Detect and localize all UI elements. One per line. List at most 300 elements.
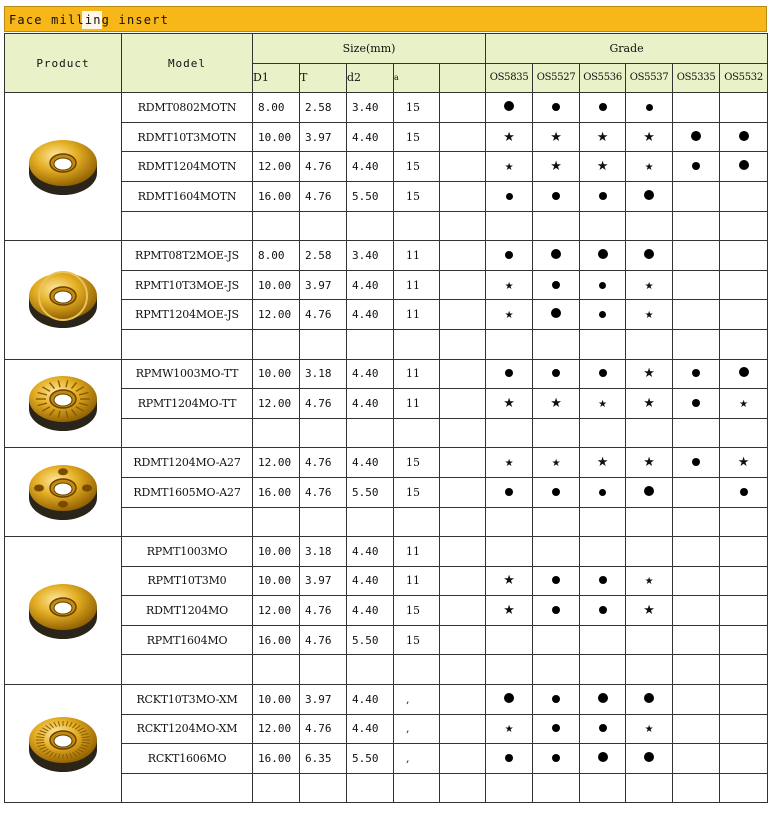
- model-cell: [122, 418, 253, 448]
- star-icon: ★: [504, 280, 514, 292]
- model-cell: RPMT10T3M0: [122, 566, 253, 596]
- d2-cell: 3.40: [347, 241, 394, 271]
- blank-cell: [440, 773, 486, 803]
- t-cell: 3.97: [300, 566, 347, 596]
- product-image: [5, 448, 122, 537]
- dot-icon: [552, 754, 560, 762]
- dot-icon: [644, 752, 654, 762]
- grade-cell: [580, 744, 626, 774]
- t-cell: 4.76: [300, 448, 347, 478]
- grade-cell: [720, 625, 768, 655]
- grade-cell: [626, 625, 673, 655]
- dot-icon: [739, 131, 749, 141]
- grade-cell: [626, 181, 673, 211]
- d2-cell: 4.40: [347, 596, 394, 626]
- grade-cell: [486, 507, 533, 537]
- table-row: [5, 359, 768, 389]
- round-insert-four-lobe-icon: [5, 462, 121, 522]
- grade-cell: [580, 389, 626, 419]
- model-cell: [122, 507, 253, 537]
- d1-cell: 12.00: [253, 152, 300, 182]
- blank-cell: [440, 241, 486, 271]
- grade-cell: [720, 596, 768, 626]
- d1-cell: 8.00: [253, 93, 300, 123]
- dot-icon: [505, 754, 513, 762]
- dot-icon: [739, 367, 749, 377]
- grade-cell: [673, 152, 720, 182]
- grade-cell: [626, 477, 673, 507]
- grade-cell: [486, 714, 533, 744]
- dot-icon: [599, 103, 607, 111]
- angle-cell: 11: [394, 389, 440, 419]
- grade-cell: [580, 329, 626, 359]
- model-cell: RDMT1204MOTN: [122, 152, 253, 182]
- t-cell: 6.35: [300, 744, 347, 774]
- d2-cell: 4.40: [347, 685, 394, 715]
- d2-cell: 4.40: [347, 122, 394, 152]
- grade-cell: [673, 566, 720, 596]
- grade-cell: [486, 566, 533, 596]
- t-cell: 4.76: [300, 625, 347, 655]
- t-cell: 2.58: [300, 93, 347, 123]
- dot-icon: [552, 576, 560, 584]
- product-image: [5, 93, 122, 241]
- dot-icon: [644, 486, 654, 496]
- table-row: [5, 685, 768, 715]
- star-icon: ★: [644, 162, 654, 174]
- star-icon: ★: [504, 162, 514, 174]
- d2-cell: 4.40: [347, 300, 394, 330]
- d2-cell: 4.40: [347, 566, 394, 596]
- blank-cell: [440, 122, 486, 152]
- grade-cell: [486, 625, 533, 655]
- grade-header: Grade: [486, 34, 768, 64]
- product-header: Product: [5, 34, 122, 93]
- t-cell: 4.76: [300, 300, 347, 330]
- grade-col-header: OS5532: [720, 63, 768, 93]
- d1-cell: 10.00: [253, 270, 300, 300]
- t-cell: 3.97: [300, 122, 347, 152]
- dot-icon: [598, 752, 608, 762]
- t-cell: 3.97: [300, 685, 347, 715]
- t-cell: 4.76: [300, 714, 347, 744]
- grade-cell: [626, 537, 673, 567]
- d1-cell: 12.00: [253, 389, 300, 419]
- grade-cell: [580, 537, 626, 567]
- d1-cell: [253, 507, 300, 537]
- grade-cell: [486, 241, 533, 271]
- t-cell: 4.76: [300, 152, 347, 182]
- grade-cell: [673, 93, 720, 123]
- grade-cell: [720, 122, 768, 152]
- dot-icon: [504, 693, 514, 703]
- model-cell: RPMT10T3MOE-JS: [122, 270, 253, 300]
- d2-cell: [347, 329, 394, 359]
- grade-col-header: OS5536: [580, 63, 626, 93]
- angle-cell: [394, 329, 440, 359]
- grade-cell: [486, 744, 533, 774]
- grade-cell: [720, 329, 768, 359]
- grade-cell: [580, 507, 626, 537]
- grade-cell: [720, 211, 768, 241]
- dot-icon: [552, 695, 560, 703]
- grade-cell: [533, 625, 580, 655]
- dot-icon: [505, 251, 513, 259]
- grade-cell: [486, 685, 533, 715]
- grade-cell: [720, 685, 768, 715]
- grade-cell: [673, 211, 720, 241]
- dot-icon: [692, 162, 700, 170]
- angle-cell: 15: [394, 596, 440, 626]
- model-cell: RDMT10T3MOTN: [122, 122, 253, 152]
- grade-cell: [580, 241, 626, 271]
- angle-cell: 11: [394, 537, 440, 567]
- star-icon: ★: [644, 280, 654, 292]
- d2-cell: 5.50: [347, 625, 394, 655]
- grade-cell: [626, 359, 673, 389]
- grade-cell: [486, 211, 533, 241]
- grade-cell: [673, 300, 720, 330]
- grade-cell: [533, 152, 580, 182]
- dot-icon: [740, 488, 748, 496]
- dot-icon: [505, 369, 513, 377]
- d1-cell: [253, 773, 300, 803]
- model-cell: RPMW1003MO-TT: [122, 359, 253, 389]
- blank-cell: [440, 714, 486, 744]
- grade-cell: [533, 181, 580, 211]
- grade-cell: [720, 270, 768, 300]
- grade-cell: [486, 596, 533, 626]
- angle-cell: 15: [394, 181, 440, 211]
- d2-header: d2: [347, 63, 394, 93]
- grade-cell: [626, 270, 673, 300]
- d2-cell: [347, 655, 394, 685]
- star-icon: ★: [598, 398, 608, 410]
- grade-cell: [533, 93, 580, 123]
- d1-cell: 10.00: [253, 566, 300, 596]
- star-icon: ★: [551, 458, 561, 470]
- d2-cell: [347, 418, 394, 448]
- grade-cell: [580, 566, 626, 596]
- grade-cell: [533, 566, 580, 596]
- dot-icon: [506, 193, 513, 200]
- d1-cell: 12.00: [253, 448, 300, 478]
- grade-cell: [486, 93, 533, 123]
- grade-col-header: OS5527: [533, 63, 580, 93]
- dot-icon: [644, 249, 654, 259]
- t-cell: 4.76: [300, 477, 347, 507]
- dot-icon: [692, 458, 700, 466]
- angle-cell: [394, 507, 440, 537]
- page-title: Face milling insert: [9, 13, 170, 27]
- grade-cell: [626, 773, 673, 803]
- grade-cell: [533, 714, 580, 744]
- grade-cell: [580, 93, 626, 123]
- grade-cell: [673, 122, 720, 152]
- d1-cell: 10.00: [253, 537, 300, 567]
- model-cell: [122, 329, 253, 359]
- grade-cell: [486, 418, 533, 448]
- model-cell: RPMT1003MO: [122, 537, 253, 567]
- dot-icon: [552, 606, 560, 614]
- dot-icon: [552, 369, 560, 377]
- angle-cell: [394, 211, 440, 241]
- d1-cell: 16.00: [253, 181, 300, 211]
- grade-cell: [626, 329, 673, 359]
- dot-icon: [692, 399, 700, 407]
- d2-cell: [347, 507, 394, 537]
- d1-cell: 10.00: [253, 359, 300, 389]
- grade-cell: [533, 270, 580, 300]
- grade-cell: [533, 477, 580, 507]
- blank-cell: [440, 685, 486, 715]
- grade-cell: [673, 181, 720, 211]
- grade-cell: [626, 744, 673, 774]
- model-cell: [122, 655, 253, 685]
- star-icon: ★: [550, 395, 562, 411]
- star-icon: ★: [737, 455, 750, 471]
- header-row: [5, 34, 768, 64]
- model-cell: [122, 211, 253, 241]
- model-cell: [122, 773, 253, 803]
- grade-cell: [580, 596, 626, 626]
- grade-cell: [580, 211, 626, 241]
- d2-cell: 4.40: [347, 359, 394, 389]
- grade-cell: [533, 300, 580, 330]
- grade-cell: [533, 655, 580, 685]
- model-cell: RPMT1604MO: [122, 625, 253, 655]
- grade-cell: [580, 152, 626, 182]
- dot-icon: [551, 249, 561, 259]
- grade-cell: [673, 685, 720, 715]
- grade-cell: [626, 685, 673, 715]
- angle-cell: 15: [394, 152, 440, 182]
- grade-cell: [533, 241, 580, 271]
- grade-cell: [486, 655, 533, 685]
- grade-cell: [580, 122, 626, 152]
- grade-cell: [673, 270, 720, 300]
- grade-cell: [673, 241, 720, 271]
- star-icon: ★: [503, 603, 515, 619]
- angle-cell: 11: [394, 300, 440, 330]
- dot-icon: [599, 606, 607, 614]
- product-image: [5, 359, 122, 448]
- grade-cell: [720, 744, 768, 774]
- star-icon: ★: [643, 129, 655, 145]
- grade-cell: [626, 152, 673, 182]
- dot-icon: [598, 249, 608, 259]
- grade-cell: [580, 418, 626, 448]
- grade-cell: [626, 418, 673, 448]
- angle-cell: 11: [394, 241, 440, 271]
- dot-icon: [505, 488, 513, 496]
- blank-cell: [440, 596, 486, 626]
- grade-cell: [720, 507, 768, 537]
- grade-cell: [580, 685, 626, 715]
- d1-cell: [253, 211, 300, 241]
- blank-cell: [440, 625, 486, 655]
- grade-cell: [580, 625, 626, 655]
- grade-cell: [580, 714, 626, 744]
- grade-cell: [533, 448, 580, 478]
- blank-cell: [440, 744, 486, 774]
- grade-cell: [486, 359, 533, 389]
- blank-cell: [440, 418, 486, 448]
- star-icon: ★: [643, 455, 655, 471]
- d2-cell: 3.40: [347, 93, 394, 123]
- blank-cell: [440, 537, 486, 567]
- blank-cell: [440, 507, 486, 537]
- grade-cell: [720, 537, 768, 567]
- grade-cell: [720, 152, 768, 182]
- grade-cell: [673, 418, 720, 448]
- round-insert-plain-icon: [5, 581, 121, 641]
- grade-cell: [720, 300, 768, 330]
- grade-cell: [533, 122, 580, 152]
- grade-cell: [486, 389, 533, 419]
- dot-icon: [552, 281, 560, 289]
- grade-cell: [486, 300, 533, 330]
- grade-cell: [533, 744, 580, 774]
- grade-cell: [626, 389, 673, 419]
- product-image: [5, 241, 122, 359]
- angle-cell: 15: [394, 122, 440, 152]
- blank-header: [440, 63, 486, 93]
- grade-cell: [626, 714, 673, 744]
- grade-cell: [673, 329, 720, 359]
- model-cell: RPMT1204MO-TT: [122, 389, 253, 419]
- grade-cell: [580, 181, 626, 211]
- angle-cell: ,: [394, 685, 440, 715]
- d2-cell: 4.40: [347, 152, 394, 182]
- grade-col-header: OS5835: [486, 63, 533, 93]
- dot-icon: [599, 192, 607, 200]
- model-cell: RCKT10T3MO-XM: [122, 685, 253, 715]
- d2-cell: [347, 773, 394, 803]
- angle-cell: 11: [394, 359, 440, 389]
- table-row: [5, 448, 768, 478]
- star-icon: ★: [643, 366, 655, 382]
- dot-icon: [599, 282, 606, 289]
- d2-cell: 5.50: [347, 181, 394, 211]
- d1-cell: 16.00: [253, 477, 300, 507]
- t-cell: 3.18: [300, 537, 347, 567]
- grade-cell: [626, 596, 673, 626]
- grade-cell: [486, 270, 533, 300]
- blank-cell: [440, 359, 486, 389]
- star-icon: ★: [596, 159, 609, 175]
- star-icon: ★: [643, 395, 655, 411]
- grade-cell: [673, 537, 720, 567]
- t-cell: [300, 418, 347, 448]
- grade-cell: [580, 359, 626, 389]
- grade-cell: [580, 773, 626, 803]
- star-icon: ★: [596, 455, 609, 471]
- angle-cell: 11: [394, 270, 440, 300]
- angle-cell: [394, 655, 440, 685]
- d2-cell: 5.50: [347, 477, 394, 507]
- grade-cell: [486, 181, 533, 211]
- grade-cell: [626, 448, 673, 478]
- star-icon: ★: [739, 398, 749, 410]
- grade-cell: [533, 596, 580, 626]
- t-cell: 4.76: [300, 389, 347, 419]
- grade-cell: [673, 655, 720, 685]
- d1-cell: [253, 655, 300, 685]
- t-cell: 4.76: [300, 596, 347, 626]
- grade-cell: [720, 359, 768, 389]
- grade-cell: [673, 359, 720, 389]
- grade-cell: [626, 211, 673, 241]
- blank-cell: [440, 477, 486, 507]
- grade-cell: [533, 537, 580, 567]
- dot-icon: [599, 311, 606, 318]
- angle-cell: ,: [394, 744, 440, 774]
- grade-cell: [720, 389, 768, 419]
- t-cell: 4.76: [300, 181, 347, 211]
- blank-cell: [440, 329, 486, 359]
- grade-cell: [673, 714, 720, 744]
- grade-cell: [720, 773, 768, 803]
- star-icon: ★: [644, 724, 654, 736]
- grade-cell: [720, 93, 768, 123]
- grade-cell: [720, 241, 768, 271]
- grade-cell: [626, 93, 673, 123]
- grade-cell: [533, 418, 580, 448]
- grade-cell: [580, 270, 626, 300]
- round-insert-icon: [5, 137, 121, 197]
- d2-cell: 4.40: [347, 714, 394, 744]
- grade-cell: [580, 655, 626, 685]
- blank-cell: [440, 448, 486, 478]
- star-icon: ★: [644, 576, 654, 588]
- dot-icon: [599, 576, 607, 584]
- dot-icon: [599, 724, 607, 732]
- angle-cell: [394, 418, 440, 448]
- star-icon: ★: [503, 129, 515, 145]
- grade-cell: [720, 448, 768, 478]
- dot-icon: [598, 693, 608, 703]
- grade-cell: [486, 537, 533, 567]
- blank-cell: [440, 93, 486, 123]
- grade-cell: [533, 211, 580, 241]
- star-icon: ★: [503, 573, 515, 589]
- d2-cell: [347, 211, 394, 241]
- blank-cell: [440, 181, 486, 211]
- grade-cell: [533, 359, 580, 389]
- grade-cell: [720, 714, 768, 744]
- grade-cell: [626, 566, 673, 596]
- grade-cell: [486, 773, 533, 803]
- d1-cell: 10.00: [253, 122, 300, 152]
- t-cell: 3.18: [300, 359, 347, 389]
- grade-cell: [720, 181, 768, 211]
- grade-cell: [720, 566, 768, 596]
- model-cell: RDMT0802MOTN: [122, 93, 253, 123]
- grade-cell: [626, 655, 673, 685]
- t-cell: [300, 329, 347, 359]
- t-cell: [300, 773, 347, 803]
- model-cell: RDMT1605MO-A27: [122, 477, 253, 507]
- grade-cell: [533, 329, 580, 359]
- model-cell: RPMT1204MOE-JS: [122, 300, 253, 330]
- angle-cell: ,: [394, 714, 440, 744]
- star-icon: ★: [643, 603, 655, 619]
- d1-cell: 16.00: [253, 625, 300, 655]
- angle-cell: 15: [394, 625, 440, 655]
- grade-cell: [673, 448, 720, 478]
- d2-cell: 5.50: [347, 744, 394, 774]
